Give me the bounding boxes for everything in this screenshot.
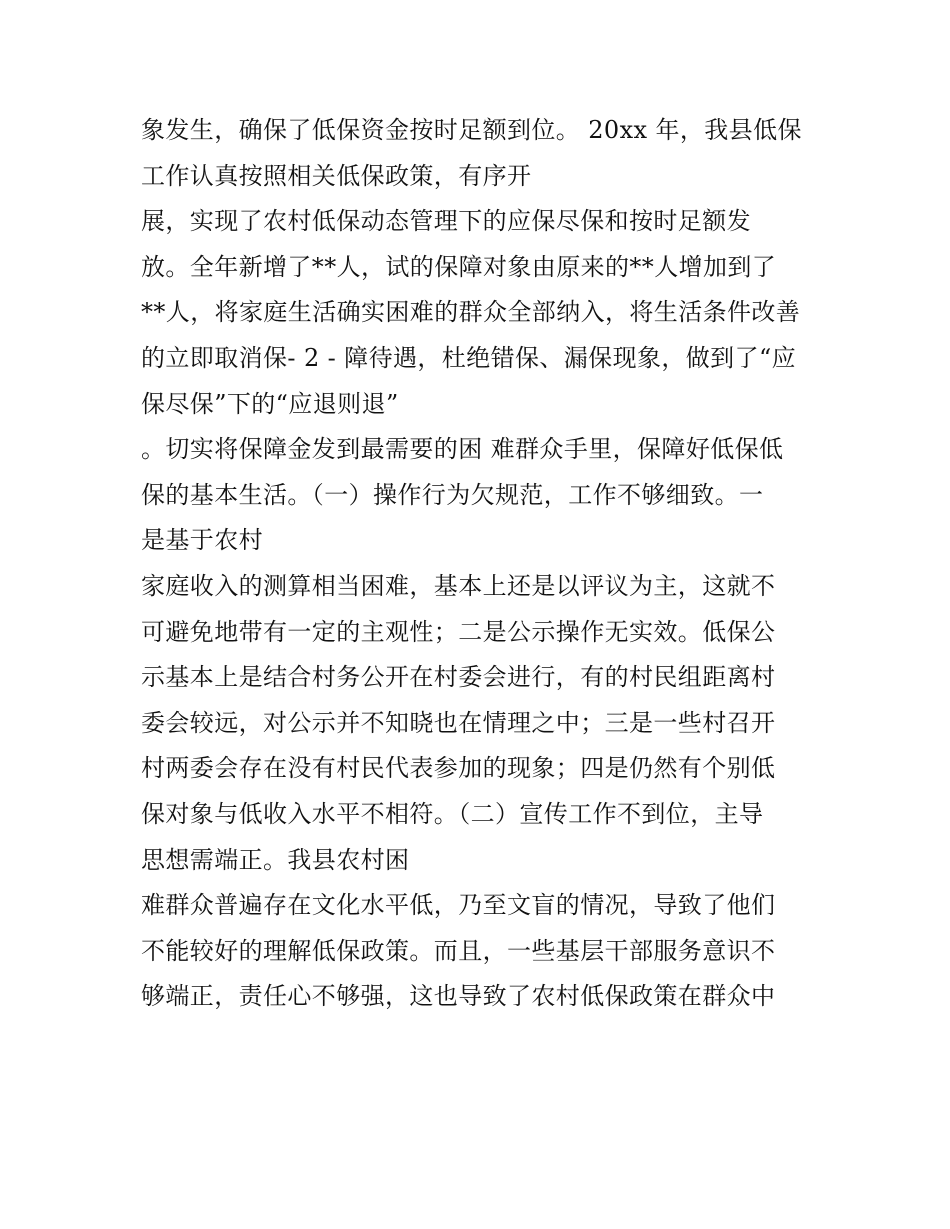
text-line: 思想需端正。我县农村困 — [141, 845, 410, 874]
text-line: 家庭收入的测算相当困难，基本上还是以评议为主，这就不 — [141, 571, 776, 600]
text-line: 展，实现了农村低保动态管理下的应保尽保和按时足额发 — [141, 207, 751, 236]
text-line: 是基于农村 — [141, 526, 263, 555]
text-line: 保对象与低收入水平不相符。（二）宣传工作不到位，主导 — [141, 799, 764, 828]
body-text — [141, 108, 821, 1020]
text-line: 难群众普遍存在文化水平低，乃至文盲的情况，导致了他们 — [141, 891, 776, 920]
text-line: **人，将家庭生活确实困难的群众全部纳入，将生活条件改善 — [141, 298, 801, 327]
text-line: 保的基本生活。（一）操作行为欠规范，工作不够细致。一 — [141, 480, 764, 509]
text-line: 村两委会存在没有村民代表参加的现象；四是仍然有个别低 — [141, 754, 776, 783]
text-line: 工作认真按照相关低保政策，有序开 — [141, 161, 532, 190]
text-line: 的立即取消保- 2 - 障待遇，杜绝错保、漏保现象，做到了“应 — [141, 343, 797, 372]
text-line: 。切实将保障金发到最需要的困 难群众手里，保障好低保低 — [141, 435, 784, 464]
text-line: 保尽保”下的“应退则退” — [141, 389, 399, 418]
text-line: 放。全年新增了**人，试的保障对象由原来的**人增加到了 — [141, 252, 777, 281]
text-line: 示基本上是结合村务公开在村委会进行，有的村民组距离村 — [141, 663, 776, 692]
text-line: 象发生，确保了低保资金按时足额到位。 20xx 年，我县低保 — [141, 116, 802, 144]
text-line: 可避免地带有一定的主观性；二是公示操作无实效。低保公 — [141, 617, 776, 646]
text-line: 委会较远，对公示并不知晓也在情理之中；三是一些村召开 — [141, 708, 776, 737]
text-line: 不能较好的理解低保政策。而且，一些基层干部服务意识不 — [141, 936, 776, 965]
text-line: 够端正，责任心不够强，这也导致了农村低保政策在群众中 — [141, 982, 776, 1011]
